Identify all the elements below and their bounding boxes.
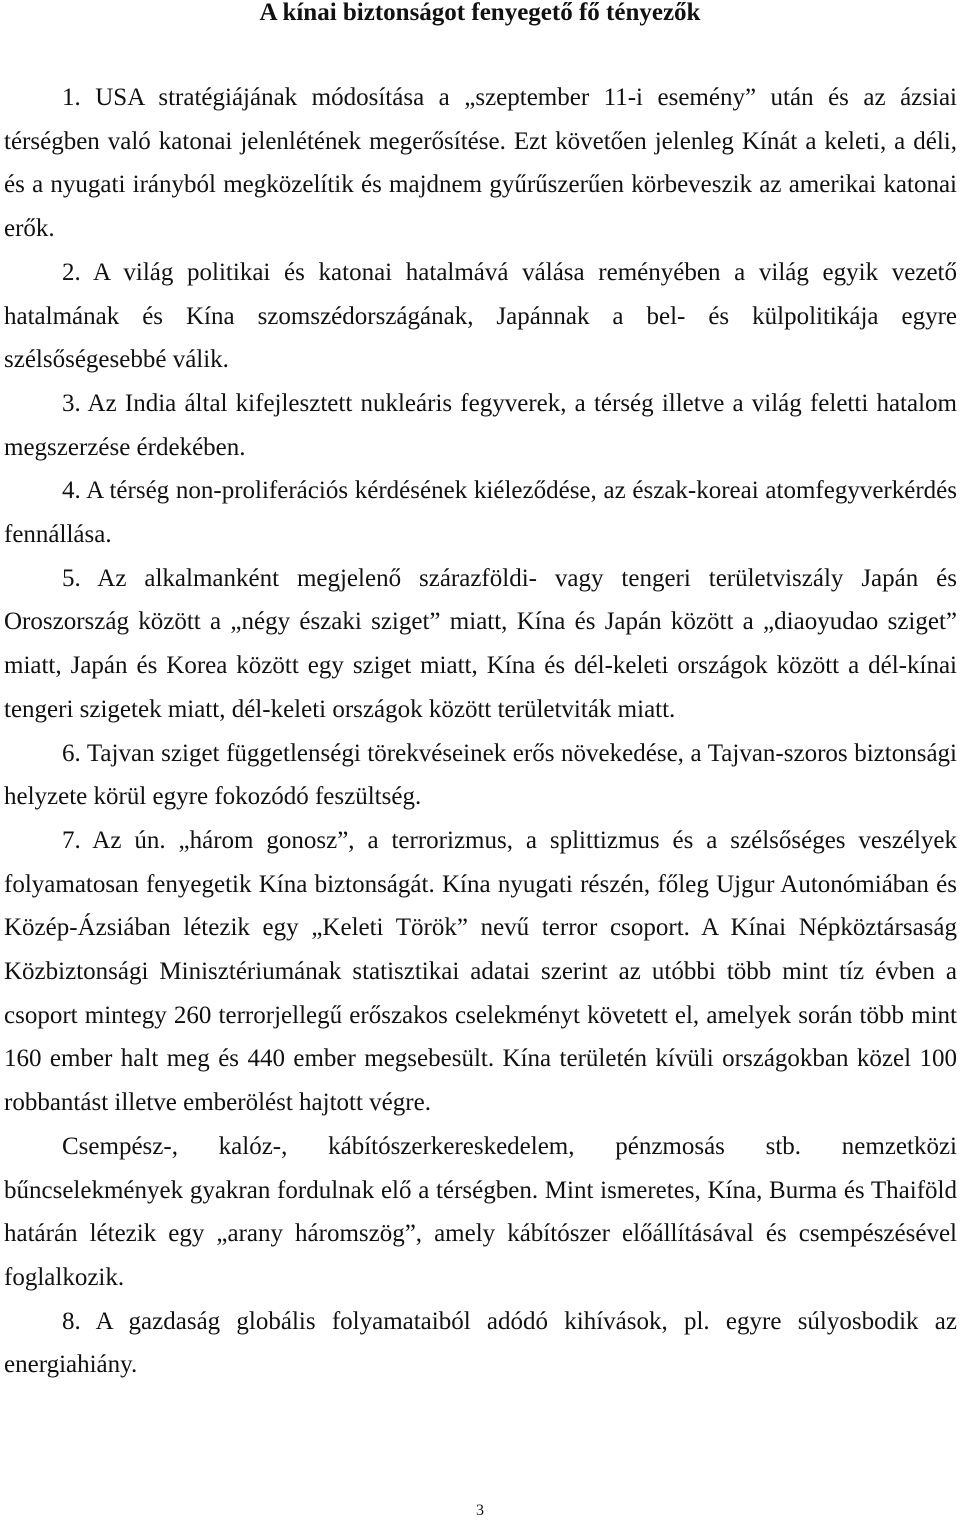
page-title: A kínai biztonságot fenyegető fő tényezők (259, 0, 701, 26)
paragraph-3: 3. Az India által kifejlesztett nukleáris fegyverek, a térség illetve a világ feletti hatalom megszerzése érdekében. (4, 389, 957, 461)
paragraph-7-continued: Csempész-, kalóz-, kábítószerkereskedelem, pénzmosás stb. nemzetközi bűncselekmények gyakran fordulnak elő a térségben. Mint ismeretes, Kína, Burma és Thaiföld határán létezik egy „arany háromszög”, amely kábítószer előállításával és csempészésével foglalkozik. (4, 1132, 957, 1291)
paragraph-5: 5. Az alkalmanként megjelenő szárazföldi- vagy tengeri területviszály Japán és Oroszország között a „négy északi sziget” miatt, Kína és Japán között a „diaoyudao sziget” miatt, Japán és Korea között egy sziget miatt, Kína és dél-keleti országok között a dél-kínai tengeri szigetek miatt, dél-keleti országok között területviták miatt. (4, 564, 957, 723)
paragraph-4: 4. A térség non-proliferációs kérdésének kiéleződése, az észak-koreai atomfegyverkérdés fennállása. (4, 477, 957, 549)
body-text (4, 76, 957, 1387)
page-number: 3 (476, 1502, 484, 1519)
paragraph-1: 1. USA stratégiájának módosítása a „szeptember 11-i esemény” után és az ázsiai térségben való katonai jelenlétének megerősítése. Ezt követően jelenleg Kínát a keleti, a déli, és a nyugati irányból megközelítik és majdnem gyűrűszerűen körbeveszik az amerikai katonai erők. (4, 84, 957, 243)
paragraph-2: 2. A világ politikai és katonai hatalmává válása reményében a világ egyik vezető hatalmának és Kína szomszédországának, Japánnak a bel- és külpolitikája egyre szélsőségesebbé válik. (4, 258, 957, 374)
paragraph-6: 6. Tajvan sziget függetlenségi törekvéseinek erős növekedése, a Tajvan-szoros biztonsági helyzete körül egyre fokozódó feszültség. (4, 739, 957, 811)
paragraph-7: 7. Az ún. „három gonosz”, a terrorizmus, a splittizmus és a szélsőséges veszélyek folyamatosan fenyegetik Kína biztonságát. Kína nyugati részén, főleg Ujgur Autonómiában és Közép-Ázsiában létezik egy „Keleti Török” nevű terror csoport. A Kínai Népköztársaság Közbiztonsági Minisztériumának statisztikai adatai szerint az utóbbi több mint tíz évben a csoport mintegy 260 terrorjellegű erőszakos cselekményt követett el, amelyek során több mint 160 ember halt meg és 440 ember megsebesült. Kína területén kívüli országokban közel 100 robbantást illetve emberölést hajtott végre. (4, 826, 957, 1117)
paragraph-8: 8. A gazdaság globális folyamataiból adódó kihívások, pl. egyre súlyosbodik az energiahiány. (4, 1307, 957, 1379)
